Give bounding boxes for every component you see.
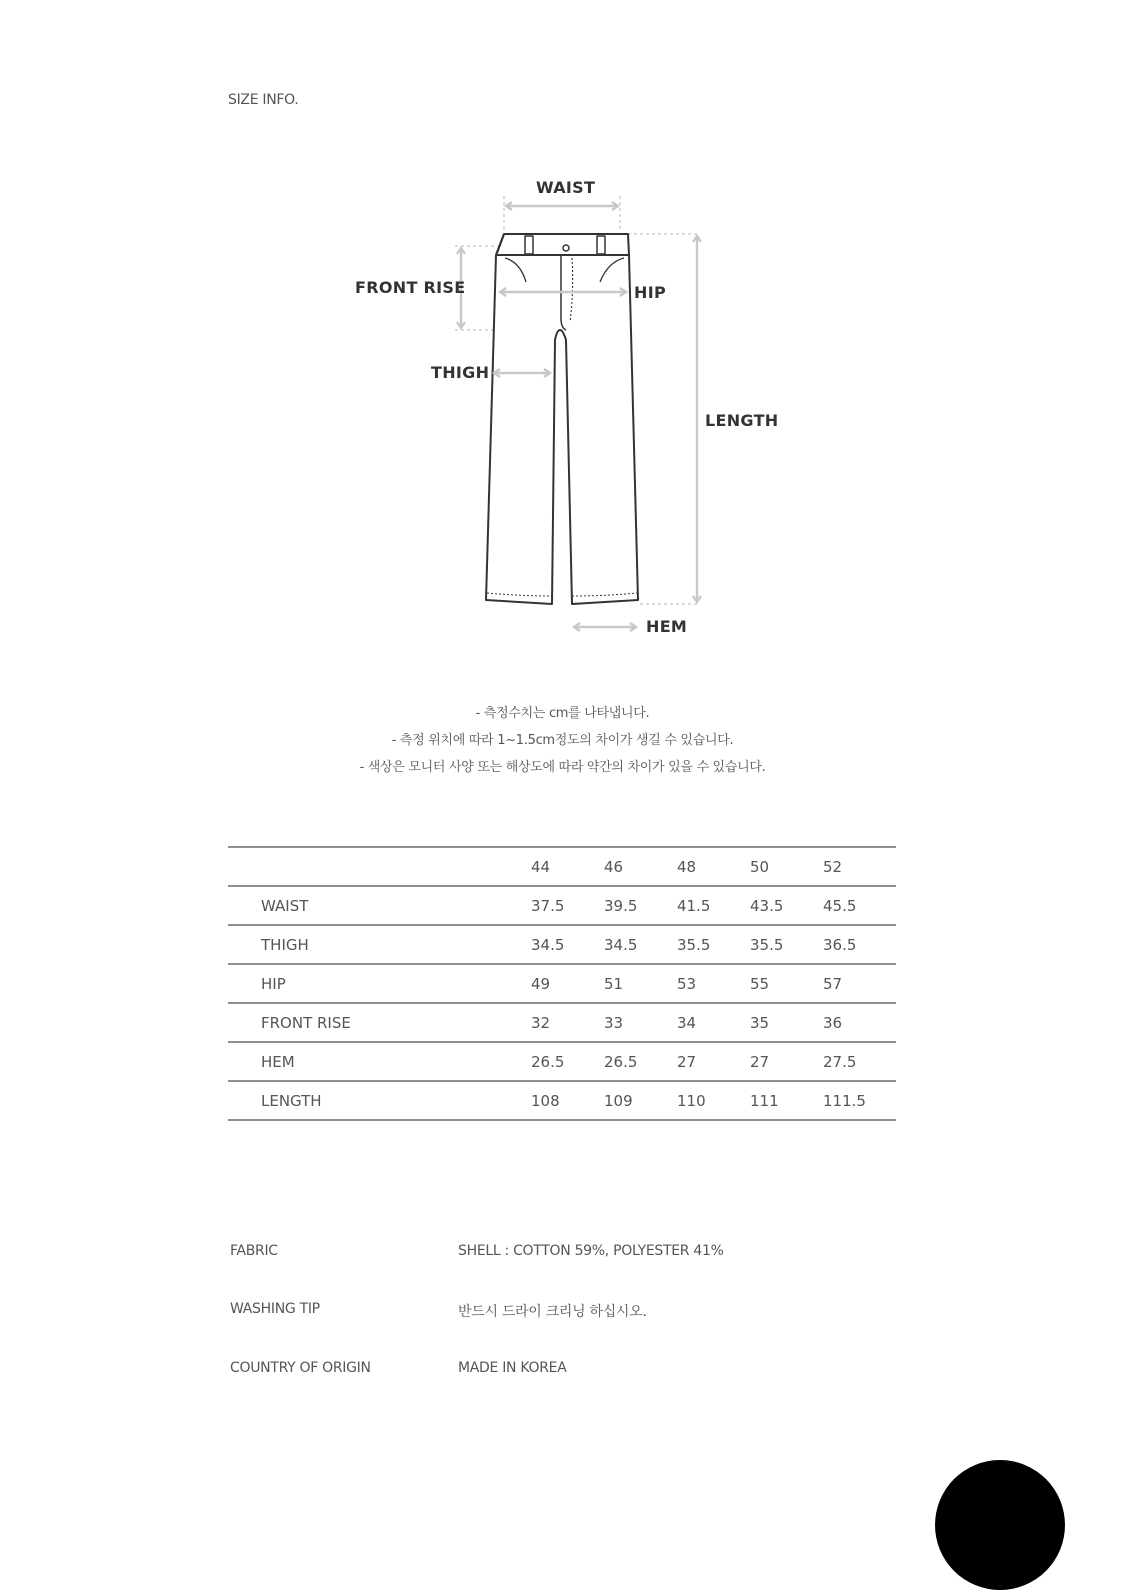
size-header: 52: [823, 847, 896, 886]
row-label: THIGH: [228, 925, 531, 964]
cell-value: 51: [604, 964, 677, 1003]
note-line: - 측정 위치에 따라 1~1.5cm정도의 차이가 생길 수 있습니다.: [391, 733, 734, 748]
cell-value: 43.5: [750, 886, 823, 925]
header-blank-cell: [228, 847, 531, 886]
washing-tip-label: WASHING TIP: [230, 1301, 320, 1317]
cell-value: 109: [604, 1081, 677, 1120]
cell-value: 26.5: [531, 1042, 604, 1081]
section-title: SIZE INFO.: [228, 92, 299, 108]
row-label: HIP: [228, 964, 531, 1003]
diagram-label-thigh: THIGH: [431, 363, 490, 382]
table-row: [228, 886, 896, 925]
diagram-label-waist: WAIST: [536, 178, 596, 197]
cell-value: 34.5: [531, 925, 604, 964]
cell-value: 34: [677, 1003, 750, 1042]
row-label: LENGTH: [228, 1081, 531, 1120]
cell-value: 111.5: [823, 1081, 896, 1120]
cell-value: 39.5: [604, 886, 677, 925]
row-label: WAIST: [228, 886, 531, 925]
cell-value: 45.5: [823, 886, 896, 925]
cell-value: 35.5: [677, 925, 750, 964]
table-row: [228, 964, 896, 1003]
table-row: [228, 1003, 896, 1042]
cell-value: 35: [750, 1003, 823, 1042]
row-label: HEM: [228, 1042, 531, 1081]
table-row: [228, 1081, 896, 1120]
diagram-label-hip: HIP: [634, 283, 666, 302]
cell-value: 55: [750, 964, 823, 1003]
floating-action-button[interactable]: [935, 1460, 1065, 1590]
note-line: - 색상은 모니터 사양 또는 해상도에 따라 약간의 차이가 있을 수 있습니다.: [359, 760, 766, 775]
cell-value: 32: [531, 1003, 604, 1042]
origin-value: MADE IN KOREA: [458, 1360, 567, 1376]
diagram-label-hem: HEM: [646, 617, 688, 636]
cell-value: 41.5: [677, 886, 750, 925]
size-header: 48: [677, 847, 750, 886]
size-header: 50: [750, 847, 823, 886]
cell-value: 111: [750, 1081, 823, 1120]
size-table: [228, 846, 896, 1121]
cell-value: 49: [531, 964, 604, 1003]
cell-value: 27: [750, 1042, 823, 1081]
size-header: 46: [604, 847, 677, 886]
fabric-label: FABRIC: [230, 1243, 278, 1259]
cell-value: 26.5: [604, 1042, 677, 1081]
cell-value: 108: [531, 1081, 604, 1120]
pants-measurement-diagram: [0, 0, 1125, 680]
note-line: - 측정수치는 cm를 나타냅니다.: [475, 706, 650, 721]
pants-outline: [486, 234, 638, 604]
cell-value: 110: [677, 1081, 750, 1120]
table-row: [228, 925, 896, 964]
measurement-notes: [0, 700, 1125, 781]
cell-value: 37.5: [531, 886, 604, 925]
washing-tip-value: 반드시 드라이 크리닝 하십시오.: [458, 1304, 647, 1320]
cell-value: 53: [677, 964, 750, 1003]
cell-value: 33: [604, 1003, 677, 1042]
diagram-label-front-rise: FRONT RISE: [355, 278, 466, 297]
cell-value: 36.5: [823, 925, 896, 964]
row-label: FRONT RISE: [228, 1003, 531, 1042]
size-header: 44: [531, 847, 604, 886]
fabric-value: SHELL : COTTON 59%, POLYESTER 41%: [458, 1243, 724, 1259]
cell-value: 36: [823, 1003, 896, 1042]
cell-value: 27.5: [823, 1042, 896, 1081]
table-row: [228, 1042, 896, 1081]
cell-value: 34.5: [604, 925, 677, 964]
cell-value: 57: [823, 964, 896, 1003]
cell-value: 35.5: [750, 925, 823, 964]
cell-value: 27: [677, 1042, 750, 1081]
diagram-label-length: LENGTH: [705, 411, 779, 430]
size-header-row: [228, 847, 896, 886]
origin-label: COUNTRY OF ORIGIN: [230, 1360, 371, 1376]
